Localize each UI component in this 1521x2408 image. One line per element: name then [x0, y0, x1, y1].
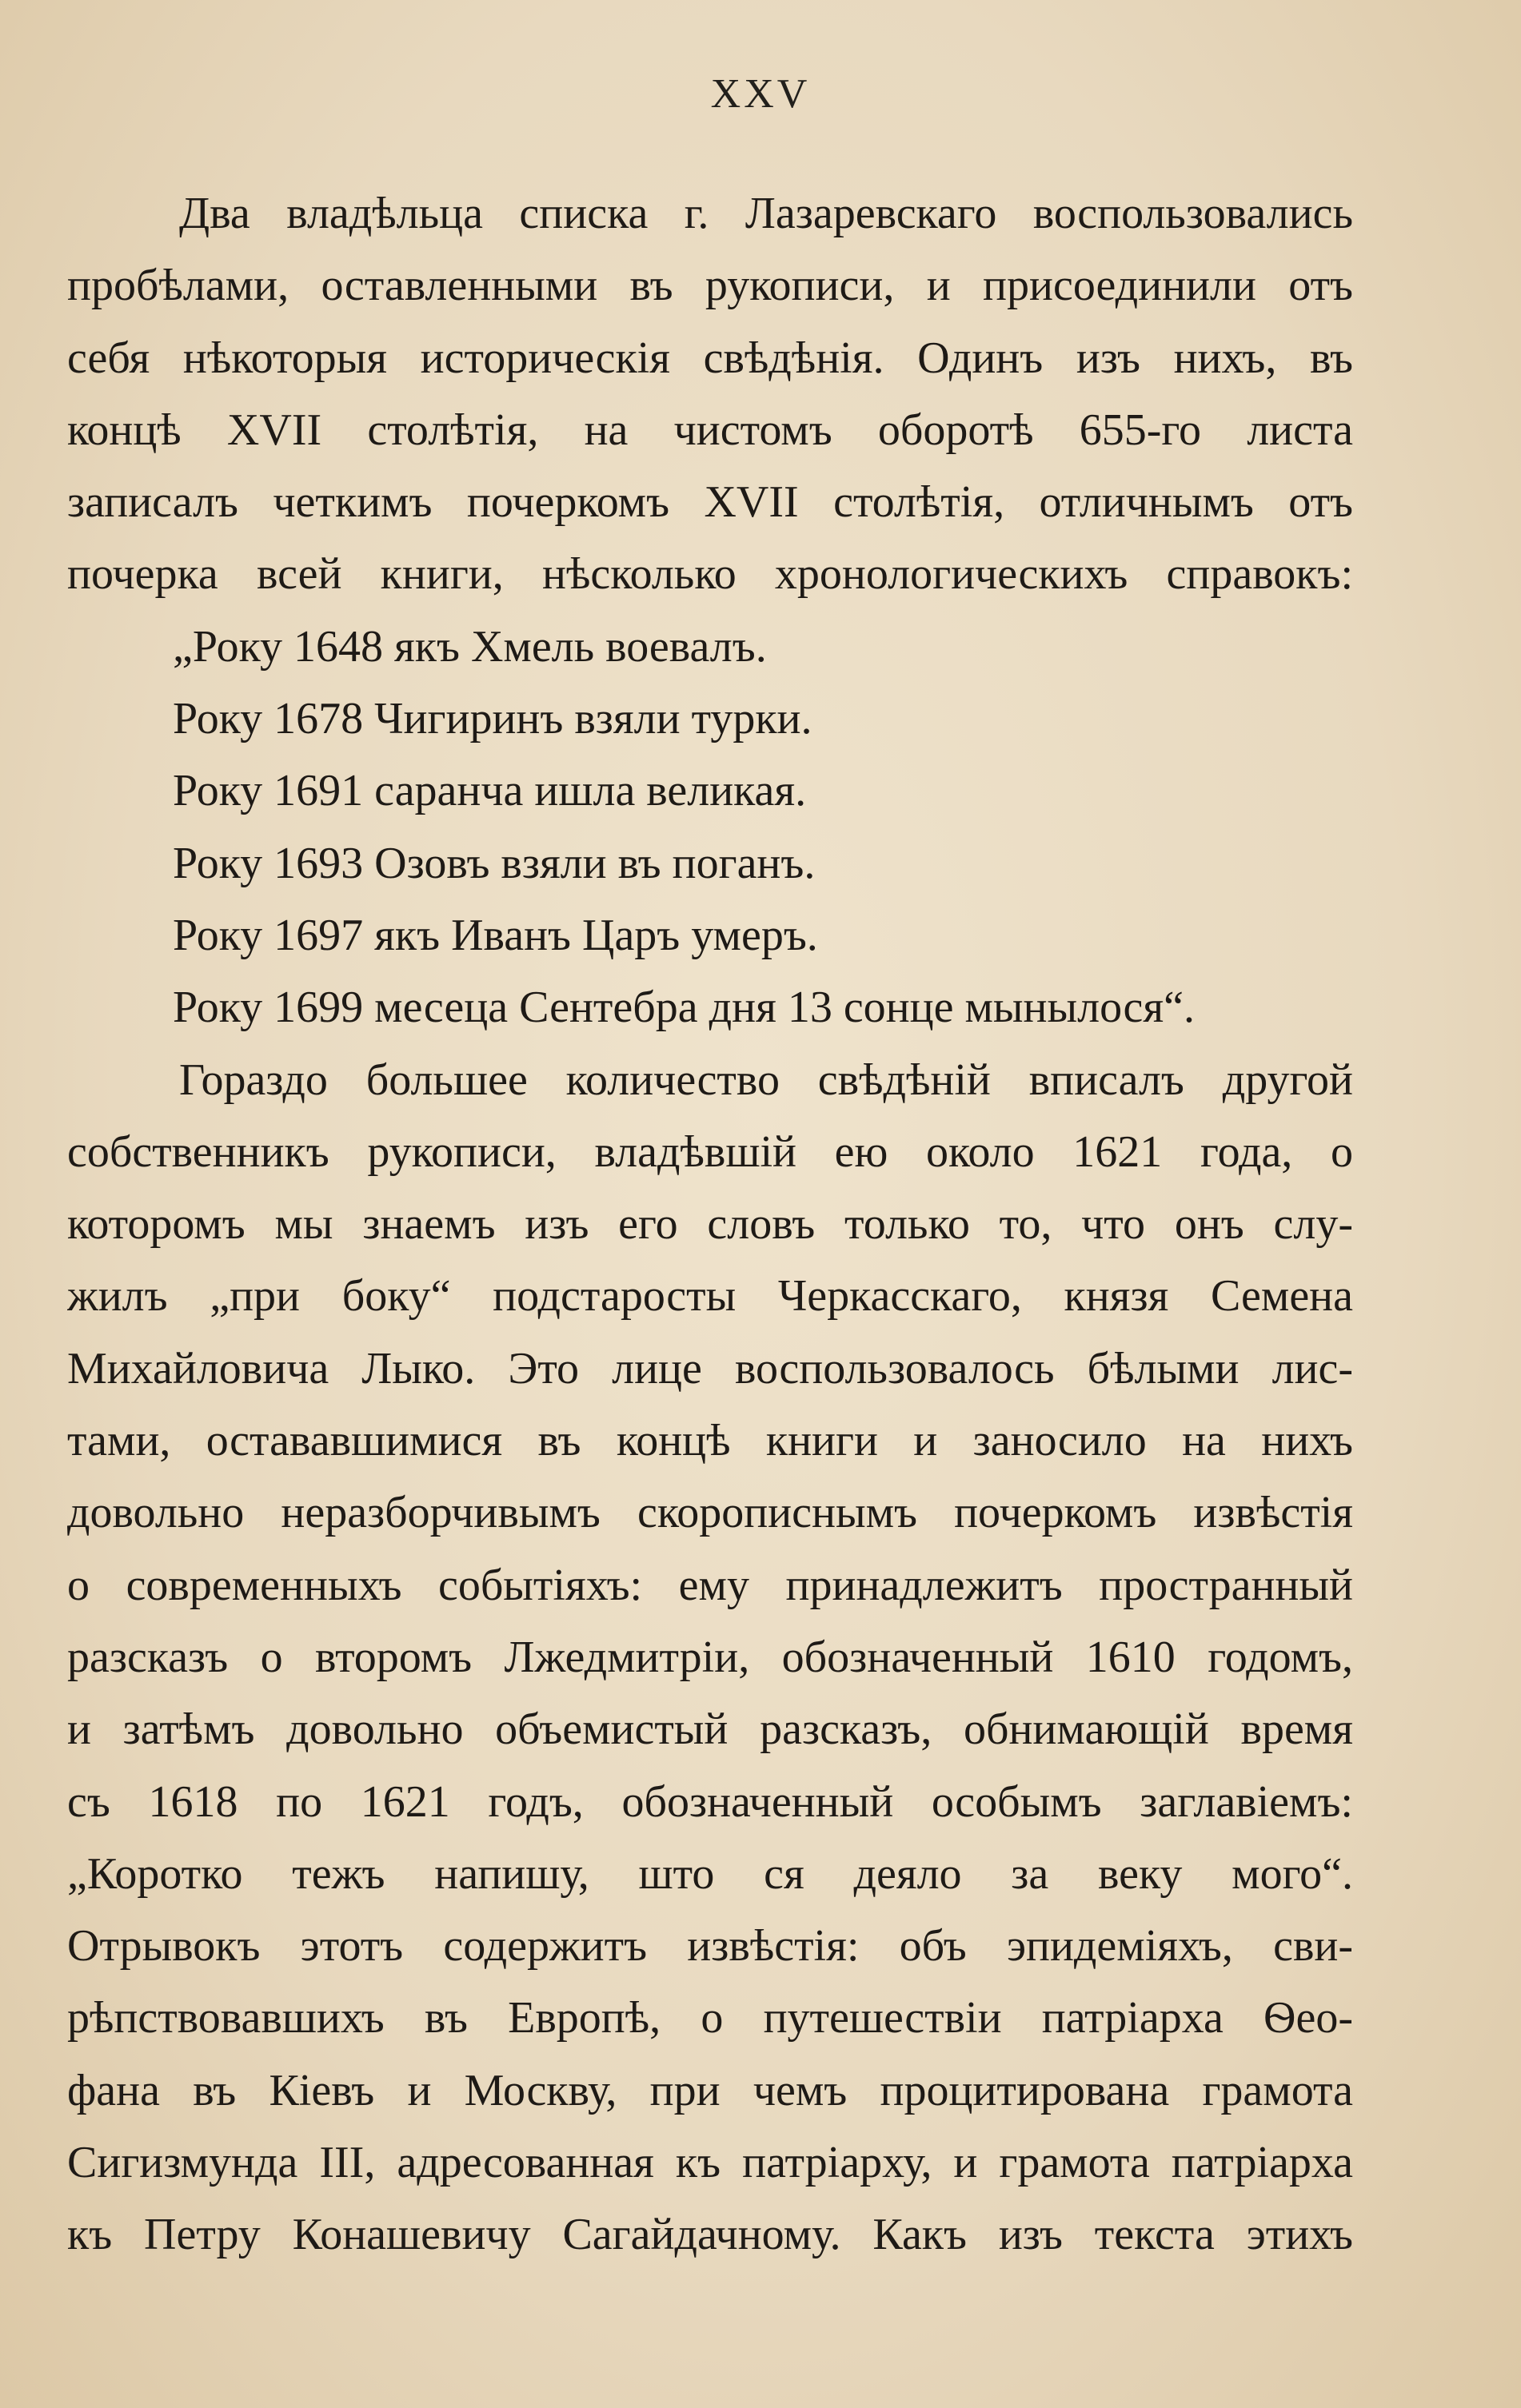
text-line: рѣпствовавшихъ въ Европѣ, о путешествіи патріарха Ѳео-: [67, 1993, 1353, 2043]
text-line: записалъ четкимъ почеркомъ XVII столѣтія, отличнымъ отъ: [67, 477, 1353, 528]
text-line: тами, остававшимися въ концѣ книги и заносило на нихъ: [67, 1416, 1353, 1466]
text-line: съ 1618 по 1621 годъ, обозначенный особымъ заглавіемъ:: [67, 1776, 1353, 1827]
text-line: пробѣлами, оставленными въ рукописи, и присоединили отъ: [67, 261, 1353, 311]
chronicle-entry: Року 1691 саранча ишла великая.: [173, 766, 807, 816]
body-text: [67, 177, 1353, 2271]
text-line: къ Петру Конашевичу Сагайдачному. Какъ изъ текста этихъ: [67, 2210, 1353, 2260]
text-line: концѣ XVII столѣтія, на чистомъ оборотѣ 655-го листа: [67, 405, 1353, 455]
text-line: почерка всей книги, нѣсколько хронологическихъ справокъ:: [67, 549, 1353, 600]
text-line: Сигизмунда III, адресованная къ патріарху, и грамота патріарха: [67, 2138, 1353, 2188]
text-line: фана въ Кіевъ и Москву, при чемъ процитирована грамота: [67, 2065, 1353, 2115]
chronicle-entry: Року 1697 якъ Иванъ Царъ умеръ.: [173, 910, 818, 960]
text-line: Отрывокъ этотъ содержитъ извѣстія: объ эпидеміяхъ, сви-: [67, 1921, 1353, 1971]
text-line: собственникъ рукописи, владѣвшій ею около 1621 года, о: [67, 1126, 1353, 1177]
page-number: XXV: [710, 71, 811, 117]
text-line: себя нѣкоторыя историческія свѣдѣнія. Одинъ изъ нихъ, въ: [67, 333, 1353, 383]
text-line: жилъ „при боку“ подстаросты Черкасскаго, князя Семена: [67, 1271, 1353, 1322]
text-line: Михайловича Лыко. Это лице воспользовалось бѣлыми лис-: [67, 1343, 1353, 1393]
text-line: разсказъ о второмъ Лжедмитріи, обозначенный 1610 годомъ,: [67, 1632, 1353, 1682]
chronicle-entry: Року 1678 Чигиринъ взяли турки.: [173, 694, 812, 744]
text-line: „Коротко тежъ напишу, што ся деяло за веку мого“.: [67, 1848, 1353, 1899]
text-line: Гораздо большее количество свѣдѣній вписалъ другой: [179, 1054, 1353, 1105]
text-line: и затѣмъ довольно объемистый разсказъ, обнимающій время: [67, 1704, 1353, 1755]
chronicle-entry: Року 1699 месеца Сентебра дня 13 сонце мынылося“.: [173, 983, 1195, 1033]
chronicle-entry: „Року 1648 якъ Хмель воевалъ.: [173, 621, 767, 672]
text-line: о современныхъ событіяхъ: ему принадлежитъ пространный: [67, 1560, 1353, 1610]
text-line: довольно неразборчивымъ скорописнымъ почеркомъ извѣстія: [67, 1488, 1353, 1538]
chronicle-entry: Року 1693 Озовъ взяли въ поганъ.: [173, 838, 816, 888]
text-line: которомъ мы знаемъ изъ его словъ только то, что онъ слу-: [67, 1199, 1353, 1250]
text-line: Два владѣльца списка г. Лазаревскаго воспользовались: [179, 189, 1353, 238]
